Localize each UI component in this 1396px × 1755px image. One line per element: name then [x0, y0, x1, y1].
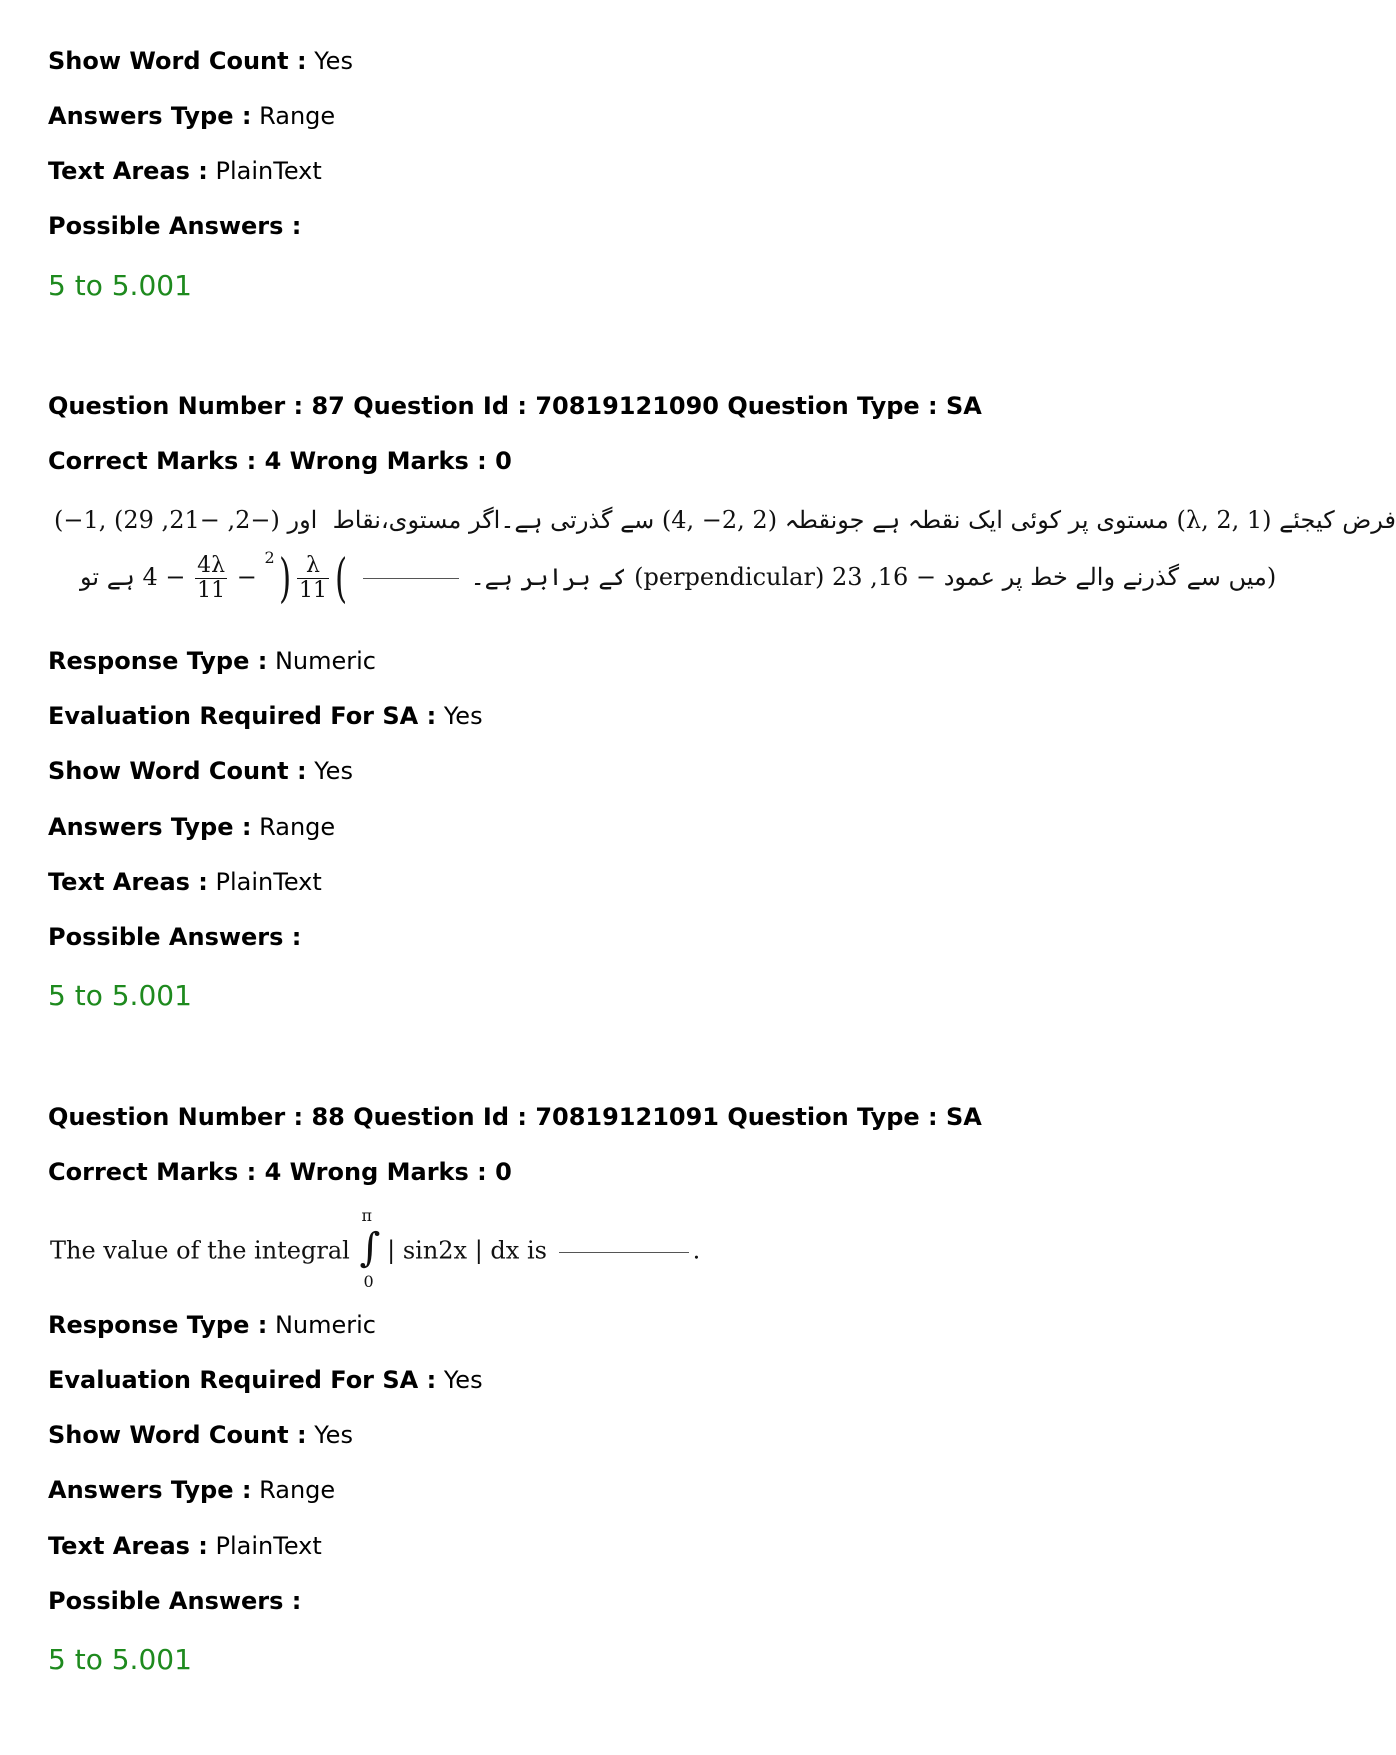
field-value: Range: [259, 1476, 336, 1504]
show-word-count-row: [48, 756, 353, 786]
answer-blank: [559, 1252, 689, 1253]
minus-sign: −: [229, 563, 257, 591]
text-areas-row: [48, 867, 322, 897]
period: .: [692, 1236, 701, 1265]
field-label: Response Type :: [48, 647, 268, 675]
integral-upper-limit: π: [361, 1206, 372, 1225]
possible-answer-value: 5 to 5.001: [48, 269, 192, 302]
question-line-2: [80, 548, 1277, 609]
show-word-count-row: [48, 1420, 353, 1450]
field-label: Text Areas :: [48, 868, 208, 896]
field-label: Evaluation Required For SA :: [48, 702, 437, 730]
urdu-text: کے برابر ہے۔: [470, 563, 627, 591]
answer-blank: [363, 578, 459, 579]
field-value: PlainText: [215, 157, 322, 185]
possible-answers-row: [48, 922, 301, 952]
integral-question: [50, 1206, 701, 1292]
field-value: Yes: [314, 757, 353, 785]
integrand: | sin2x | dx: [387, 1236, 520, 1265]
possible-answers-row: [48, 211, 301, 241]
text-areas-row: [48, 156, 322, 186]
urdu-text: ہے تو: [80, 563, 135, 591]
question-text-image: [48, 500, 1396, 630]
response-type-row: [48, 646, 376, 676]
text-areas-row: [48, 1531, 322, 1561]
answers-type-row: [48, 101, 335, 131]
question-marks: Correct Marks : 4 Wrong Marks : 0: [48, 447, 512, 475]
answers-type-row: [48, 812, 335, 842]
urdu-text: (perpendicular) میں سے گذرنے والے خط پر عمود: [634, 563, 1267, 591]
field-value: Numeric: [274, 647, 376, 675]
evaluation-required-row: [48, 701, 483, 731]
field-label: Show Word Count :: [48, 47, 307, 75]
field-value: Yes: [314, 1421, 353, 1449]
field-label: Answers Type :: [48, 1476, 252, 1504]
fraction-4lambda-11: $\frac{4\lambda}{11}$: [197, 553, 226, 603]
field-label: Show Word Count :: [48, 757, 307, 785]
field-value: Yes: [443, 1366, 483, 1394]
field-value: Range: [259, 102, 336, 130]
question-header: Question Number : 88 Question Id : 70819121091 Question Type : SA: [48, 1103, 982, 1131]
field-value: PlainText: [215, 868, 322, 896]
integral-lower-limit: 0: [363, 1272, 374, 1291]
field-value: PlainText: [215, 1532, 322, 1560]
possible-answer-value: 5 to 5.001: [48, 979, 192, 1012]
field-value: Yes: [443, 702, 483, 730]
integral-symbol: ∫: [359, 1225, 381, 1271]
field-label: Evaluation Required For SA :: [48, 1366, 437, 1394]
possible-answers-row: [48, 1586, 301, 1616]
exponent: 2: [264, 548, 275, 567]
question-text-image: [48, 1208, 748, 1296]
field-value: Range: [259, 813, 336, 841]
field-label: Response Type :: [48, 1311, 268, 1339]
question-prefix: The value of the integral: [50, 1236, 350, 1265]
integral-sign: [357, 1206, 381, 1292]
possible-answer-value: 5 to 5.001: [48, 1643, 192, 1676]
field-label: Answers Type :: [48, 813, 252, 841]
paren-close: ): [278, 548, 291, 609]
field-label: Text Areas :: [48, 157, 208, 185]
question-suffix: is: [526, 1236, 547, 1265]
fraction-lambda-11: $\frac{\lambda}{11}$: [299, 553, 328, 603]
question-line-1: (−1, اور (−2, −21, 29) ‎ سے گذرتی ہے۔اگر مستوی،نقاط ‎(4, −2, 2)‎ مستوی پر کوئی ایک نقطہ ہے جونقطہ ‎(λ, 2, 1)‎ فرض کیجئے: [54, 506, 1396, 534]
minus-four: − 4: [142, 563, 186, 591]
field-label: Possible Answers :: [48, 1587, 302, 1615]
field-label: Possible Answers :: [48, 923, 302, 951]
answers-type-row: [48, 1475, 335, 1505]
field-label: Text Areas :: [48, 1532, 208, 1560]
field-label: Answers Type :: [48, 102, 252, 130]
response-type-row: [48, 1310, 376, 1340]
question-marks: Correct Marks : 4 Wrong Marks : 0: [48, 1158, 512, 1186]
question-header: Question Number : 87 Question Id : 70819121090 Question Type : SA: [48, 392, 982, 420]
field-value: Yes: [314, 47, 353, 75]
urdu-text: − 16, 23): [831, 563, 1277, 591]
field-label: Show Word Count :: [48, 1421, 307, 1449]
show-word-count-row: [48, 46, 353, 76]
field-value: Numeric: [274, 1311, 376, 1339]
evaluation-required-row: [48, 1365, 483, 1395]
paren-open: (: [335, 548, 348, 609]
field-label: Possible Answers :: [48, 212, 302, 240]
